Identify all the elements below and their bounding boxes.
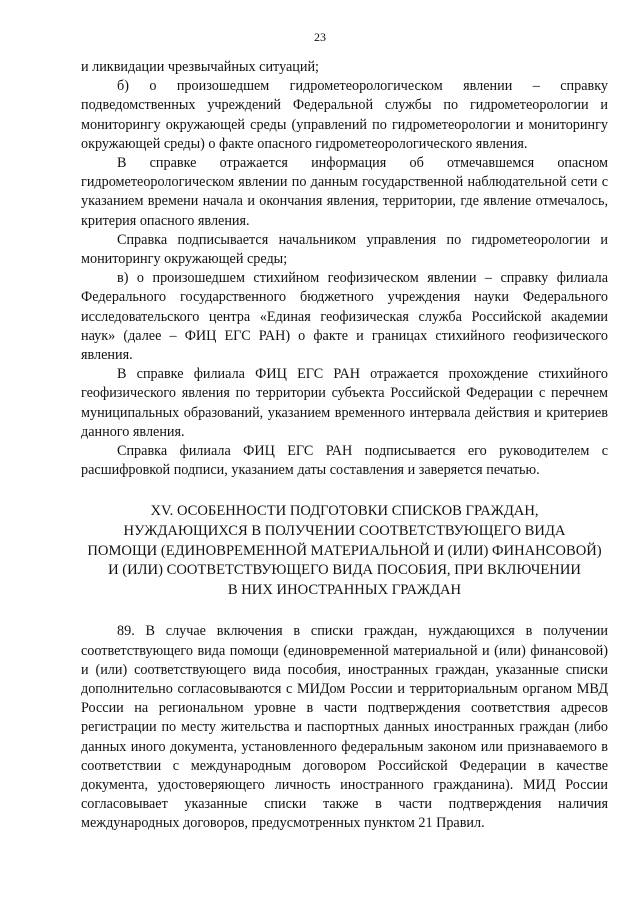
paragraph: В справке филиала ФИЦ ЕГС РАН отражается прохождение стихийного геофизического явления по территории субъекта Российской Федерации с перечнем муниципальных образований, указанием временного интервала действия и критериев данного явления. — [81, 366, 608, 440]
paragraphs-before-heading — [81, 58, 608, 480]
paragraph: б) о произошедшем гидрометеорологическом явлении – справку подведомственных учреждений Федеральной службы по гидрометеорологии и мониторингу окружающей среды (управлений по гидрометеорологии и мониторингу окружающей среды) о факте опасного гидрометеорологического явления. — [81, 78, 608, 152]
paragraph: 89. В случае включения в списки граждан, нуждающихся в получении соответствующего вида помощи (единовременной материальной и (или) финансовой) и (или) соответствующего вида пособия, иностранных граждан, указанные списки дополнительно согласовываются с МИДом России и территориальным органом МВД России на региональном уровне в части подтверждения соответствия адресов регистрации по месту жительства и паспортных данных иностранных граждан (либо данных иного документа, установленного федеральным законом или признаваемого в соответствии с международным договором Российской Федерации в качестве документа, удостоверяющего личность иностранного гражданина). МИД России согласовывает указанные списки также в части подтверждения наличия международных договоров, предусмотренных пунктом 21 Правил. — [81, 623, 608, 832]
heading-line: ПОМОЩИ (ЕДИНОВРЕМЕННОЙ МАТЕРИАЛЬНОЙ И (ИЛИ) ФИНАНСОВОЙ) — [87, 542, 602, 559]
heading-line: XV. ОСОБЕННОСТИ ПОДГОТОВКИ СПИСКОВ ГРАЖДАН, — [150, 503, 539, 520]
heading-line: В НИХ ИНОСТРАННЫХ ГРАЖДАН — [227, 581, 462, 598]
paragraph: В справке отражается информация об отмечавшемся опасном гидрометеорологическом явлении по данным государственной наблюдательной сети с указанием времени начала и окончания явления, территории, где явление отмечалось, критерия опасного явления. — [81, 155, 608, 229]
paragraph: в) о произошедшем стихийном геофизическом явлении – справку филиала Федерального государственного бюджетного учреждения науки Федерального исследовательского центра «Единая геофизическая служба Российской академии наук» (далее – ФИЦ ЕГС РАН) о факте и границах стихийного геофизического явления. — [81, 270, 608, 364]
page-number: 23 — [314, 30, 326, 44]
document-body — [81, 58, 608, 834]
heading-line: И (ИЛИ) СООТВЕТСТВУЮЩЕГО ВИДА ПОСОБИЯ, ПРИ ВКЛЮЧЕНИИ — [108, 562, 581, 579]
paragraph: Справка подписывается начальником управления по гидрометеорологии и мониторингу окружающей среды; — [81, 231, 608, 268]
paragraph: и ликвидации чрезвычайных ситуаций; — [81, 59, 319, 75]
heading-line: НУЖДАЮЩИХСЯ В ПОЛУЧЕНИИ СООТВЕТСТВУЮЩЕГО ВИДА — [123, 523, 566, 540]
section-heading — [81, 502, 608, 600]
paragraph: Справка филиала ФИЦ ЕГС РАН подписывается его руководителем с расшифровкой подписи, указанием даты составления и заверяется печатью. — [81, 443, 608, 479]
paragraphs-after-heading — [81, 622, 608, 833]
